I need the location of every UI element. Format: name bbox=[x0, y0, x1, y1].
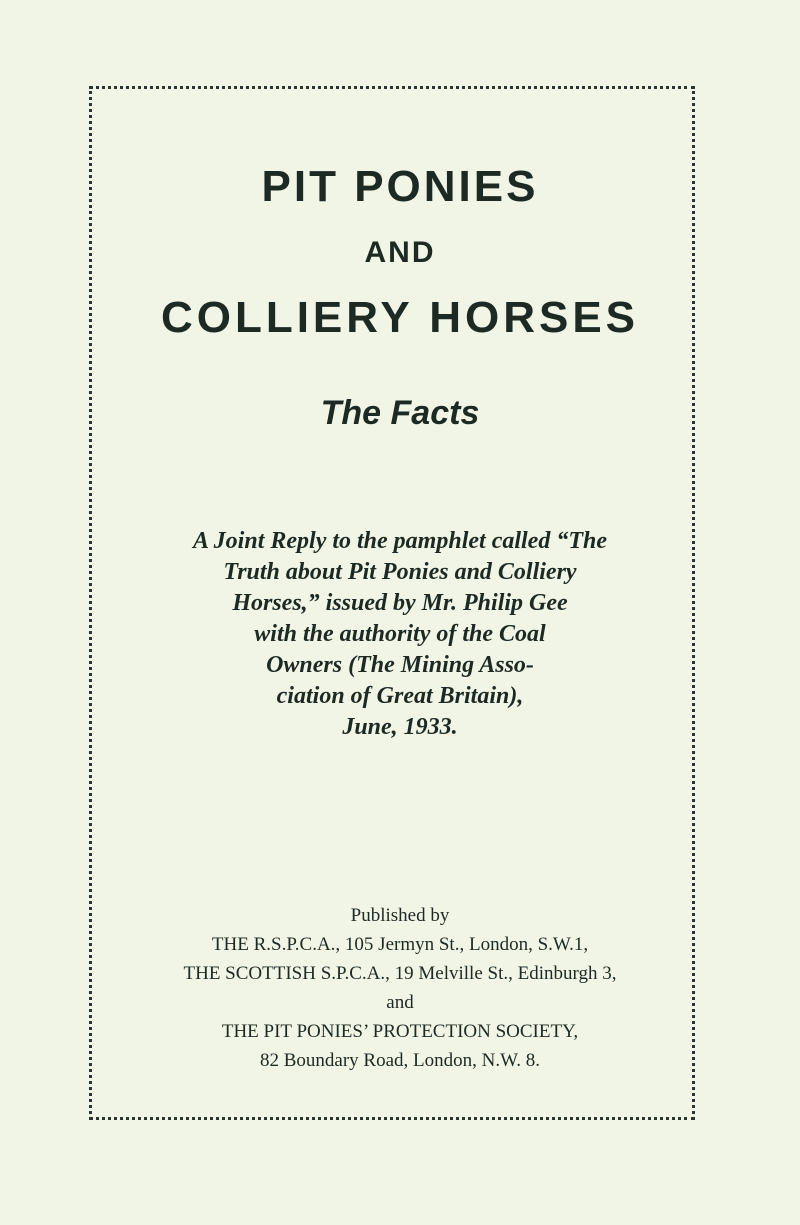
reply-line: June, 1933. bbox=[342, 714, 458, 740]
title-line-1: PIT PONIES bbox=[261, 162, 539, 211]
reply-line: with the authority of the Coal bbox=[254, 621, 546, 647]
publisher-line: THE PIT PONIES’ PROTECTION SOCIETY, bbox=[221, 1021, 579, 1042]
title-line-3: COLLIERY HORSES bbox=[160, 293, 640, 342]
publisher-line: 82 Boundary Road, London, N.W. 8. bbox=[259, 1050, 541, 1071]
publisher-line: THE SCOTTISH S.P.C.A., 19 Melville St., Edinburgh 3, bbox=[183, 963, 617, 984]
title-line-2: AND bbox=[364, 236, 436, 269]
reply-line: Owners (The Mining Asso- bbox=[266, 652, 534, 678]
publisher-line: Published by bbox=[350, 905, 450, 926]
publisher-line: and bbox=[386, 992, 414, 1013]
reply-line: Horses,” issued by Mr. Philip Gee bbox=[232, 590, 568, 616]
subtitle: The Facts bbox=[320, 394, 480, 432]
reply-description bbox=[100, 526, 700, 743]
publisher-block bbox=[100, 901, 700, 1075]
reply-line: ciation of Great Britain), bbox=[276, 683, 524, 709]
publisher-line: THE R.S.P.C.A., 105 Jermyn St., London, S.W.1, bbox=[211, 934, 589, 955]
reply-line: A Joint Reply to the pamphlet called “The bbox=[193, 528, 607, 554]
reply-line: Truth about Pit Ponies and Colliery bbox=[223, 559, 577, 585]
